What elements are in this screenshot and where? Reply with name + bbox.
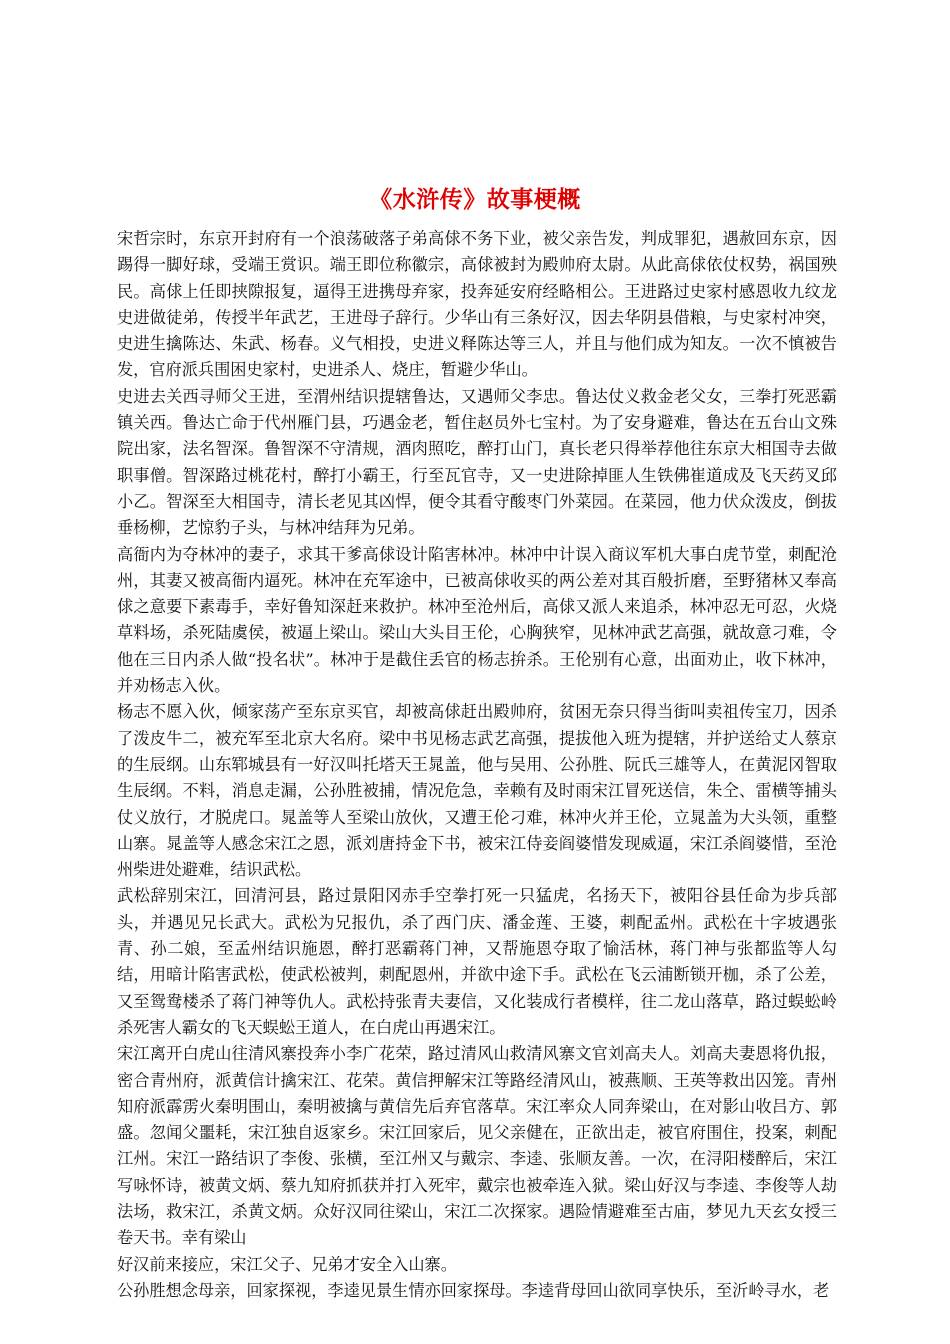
document-title: 《水浒传》故事梗概 bbox=[369, 186, 581, 213]
paragraph: 史进去关西寻师父王进，至渭州结识提辖鲁达，又遇师父李忠。鲁达仗义救金老父女，三拳打死恶霸镇关西。鲁达亡命于代州雁门县，巧遇金老，暂住赵员外七宝村。为了安身避难，鲁达在五台山文殊院出家，法名智深。鲁智深不守清规，酒肉照吃，醉打山门，真长老只得举荐他往东京大相国寺去做职事僧。智深路过桃花村，醉打小霸王，行至瓦官寺，又一史进除掉匪人生铁佛崔道成及飞天药叉邱小乙。智深至大相国寺，清长老见其凶悍，便令其看守酸枣门外菜园。在菜园，他力伏众泼皮，倒拔垂杨柳，艺惊豹子头，与林冲结拜为兄弟。 bbox=[117, 386, 837, 538]
paragraph: 公孙胜想念母亲，回家探视，李逵见景生情亦回家探母。李逵背母回山欲同享快乐，至沂岭寻水，老 bbox=[117, 1280, 830, 1300]
paragraph: 高衙内为夺林冲的妻子，求其干爹高俅设计陷害林冲。林冲中计误入商议军机大事白虎节堂，刺配沧州，其妻又被高衙内逼死。林冲在充军途中，已被高俅收买的两公差对其百般折磨，至野猪林又奉高俅之意要下素毒手，幸好鲁知深赶来救护。林冲至沧州后，高俅又派人来追杀，林冲忍无可忍，火烧草料场，杀死陆虞侯，被逼上梁山。梁山大头目王伦，心胸狭窄，见林冲武艺高强，就故意刁难，令他在三日内杀人做“投名状”。林冲于是截住丢官的杨志拚杀。王伦别有心意，出面劝止，收下林冲，并劝杨志入伙。 bbox=[117, 544, 837, 696]
paragraph: 好汉前来接应，宋江父子、兄弟才安全入山寨。 bbox=[117, 1254, 457, 1274]
paragraph: 杨志不愿入伙，倾家荡产至东京买官，却被高俅赶出殿帅府，贫困无奈只得当街叫卖祖传宝刀，因杀了泼皮牛二，被充军至北京大名府。梁中书见杨志武艺高强，提拔他入班为提辖，并护送给丈人蔡京的生辰纲。山东郓城县有一好汉叫托塔天王晁盖，他与吴用、公孙胜、阮氏三雄等人，在黄泥冈智取生辰纲。不料，消息走漏，公孙胜被捕，情况危急，幸赖有及时雨宋江冒死送信，朱仝、雷横等捕头仗义放行，才脱虎口。晁盖等人至梁山放伙，又遭王伦刁难，林冲火并王伦，立晁盖为大头领，重整山寨。晁盖等人感念宋江之恩，派刘唐持金下书，被宋江侍妾阎婆惜发现威逼，宋江杀阎婆惜，至沧州柴进处避难，结识武松。 bbox=[117, 702, 837, 880]
paragraph: 宋哲宗时，东京开封府有一个浪荡破落子弟高俅不务下业，被父亲告发，判成罪犯，遇赦回东京，因踢得一脚好球，受端王赏识。端王即位称徽宗，高俅被封为殿帅府太尉。从此高俅依仗权势，祸国殃民。高俅上任即挟隙报复，逼得王进携母弃家，投奔延安府经略相公。王进路过史家村感恩收九纹龙史进做徒弟，传授半年武艺，王进母子辞行。少华山有三条好汉，因去华阴县借粮，与史家村冲突，史进生擒陈达、朱武、杨春。义气相投，史进义释陈达等三人，并且与他们成为知友。一次不慎被告发，官府派兵围困史家村，史进杀人、烧庄，暂避少华山。 bbox=[117, 229, 837, 380]
paragraph: 武松辞别宋江，回清河县，路过景阳冈赤手空拳打死一只猛虎，名扬天下，被阳谷县任命为步兵部头，并遇见兄长武大。武松为兄报仇，杀了西门庆、潘金莲、王婆，刺配孟州。武松在十字坡遇张青、孙二娘，至孟州结识施恩，醉打恶霸蒋门神，又帮施恩夺取了愉活林，蒋门神与张都监等人勾结，用暗计陷害武松，使武松被判，刺配恩州，并欲中途下手。武松在飞云浦断锁开枷，杀了公差，又至鸳鸯楼杀了蒋门神等仇人。武松持张青夫妻信，又化装成行者模样，往二龙山落草，路过蜈蚣岭杀死害人霸女的飞天蜈蚣王道人，在白虎山再遇宋江。 bbox=[117, 886, 837, 1037]
paragraph: 宋江离开白虎山往清风寨投奔小李广花荣，路过清风山救清风寨文官刘高夫人。刘高夫妻恩将仇报，密合青州府，派黄信计擒宋江、花荣。黄信押解宋江等路经清风山，被燕顺、王英等救出囚笼。青州知府派霹雳火秦明围山，秦明被擒与黄信先后弃官落草。宋江率众人同奔梁山，在对影山收吕方、郭盛。忽闻父噩耗，宋江独自返家乡。宋江回家后，见父亲健在，正欲出走，被官府围住，投案，刺配江州。宋江一路结识了李俊、张横，至江州又与戴宗、李逵、张顺友善。一次，在浔阳楼醉后，宋江写咏怀诗，被黄文炳、蔡九知府抓获并打入死牢，戴宗也被牵连入狱。梁山好汉与李逵、李俊等人劫法场，救宋江，杀黄文炳。众好汉同往梁山，宋江二次探家。遇险情避难至古庙，梦见九天玄女授三卷天书。幸有梁山 bbox=[117, 1044, 837, 1248]
document-body bbox=[117, 226, 837, 1304]
